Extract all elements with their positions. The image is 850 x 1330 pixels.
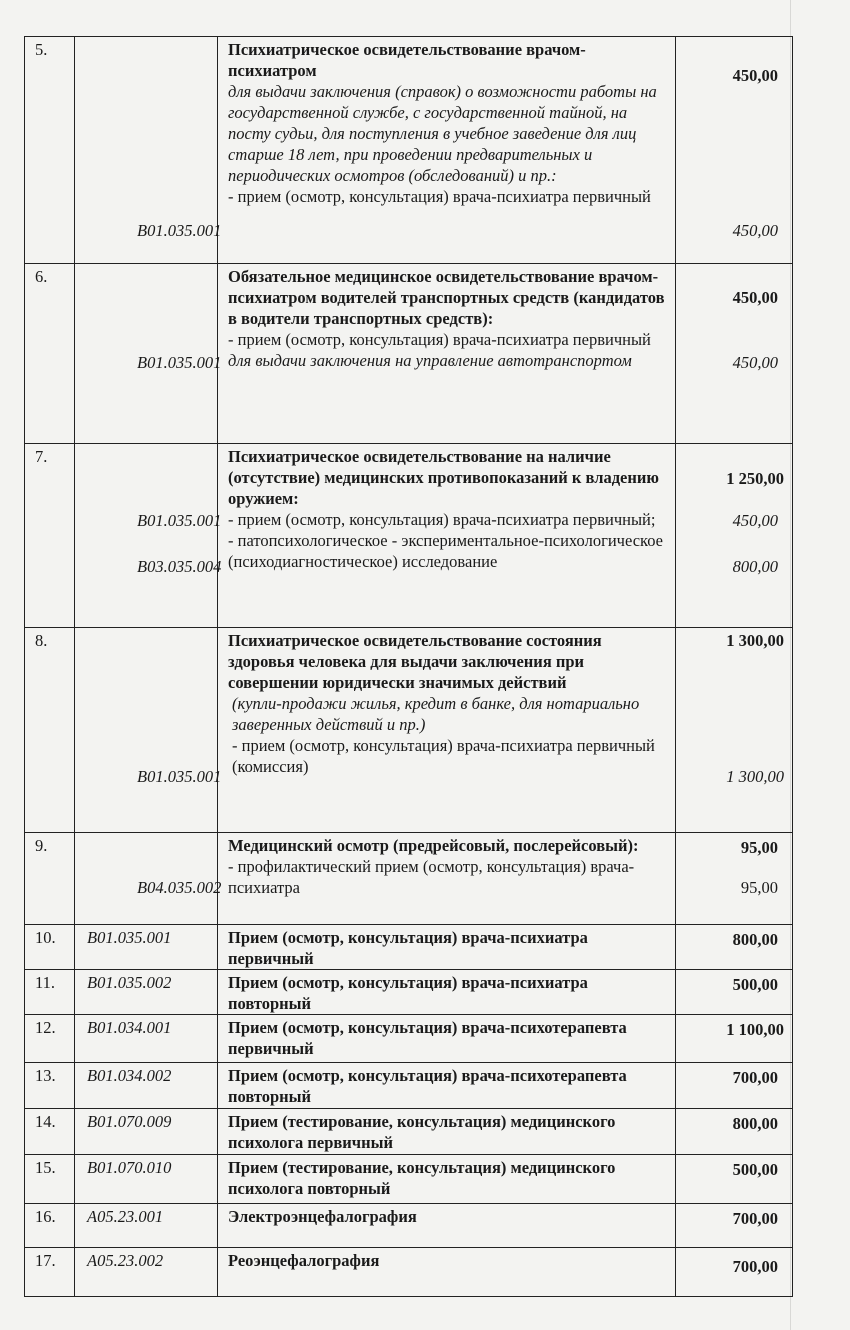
table-row bbox=[25, 264, 793, 444]
table-row bbox=[25, 628, 793, 833]
row-number: 12. bbox=[25, 1015, 75, 1063]
total-price: 1 250,00 bbox=[726, 469, 784, 488]
service-description bbox=[218, 444, 676, 628]
service-item: - прием (осмотр, консультация) врача-психиатра первичный; bbox=[228, 510, 656, 529]
service-code: B01.035.001 bbox=[87, 928, 172, 947]
service-note: (купли-продажи жилья, кредит в банке, для нотариально заверенных действий и пр.) bbox=[232, 694, 640, 734]
service-title: Обязательное медицинское освидетельствование врачом-психиатром водителей транспортных средств (кандидатов в водители транспортных средств): bbox=[228, 267, 665, 328]
sub-price: 800,00 bbox=[732, 557, 778, 576]
total-price: 800,00 bbox=[732, 930, 778, 949]
sub-price: 95,00 bbox=[740, 878, 778, 897]
row-number: 5. bbox=[25, 37, 75, 264]
price-cell bbox=[676, 264, 793, 444]
service-code-cell bbox=[75, 833, 222, 925]
service-title: Психиатрическое освидетельствование врачом-психиатром bbox=[228, 40, 586, 80]
total-price: 450,00 bbox=[732, 288, 778, 307]
total-price: 1 300,00 bbox=[726, 631, 784, 650]
row-number: 6. bbox=[25, 264, 75, 444]
total-price: 1 100,00 bbox=[726, 1020, 784, 1039]
service-title: Прием (осмотр, консультация) врача-психиатра повторный bbox=[228, 973, 588, 1013]
service-code: B01.035.001 bbox=[137, 353, 222, 372]
service-title: Медицинский осмотр (предрейсовый, послерейсовый): bbox=[228, 836, 639, 855]
table-row bbox=[25, 37, 793, 264]
service-description bbox=[218, 833, 676, 925]
service-code-cell bbox=[75, 444, 222, 628]
table-row bbox=[25, 925, 793, 970]
sub-price: 450,00 bbox=[732, 353, 778, 372]
service-description bbox=[218, 264, 676, 444]
table-row bbox=[25, 444, 793, 628]
service-code: B01.035.001 bbox=[137, 221, 222, 240]
row-number: 7. bbox=[25, 444, 75, 628]
total-price: 700,00 bbox=[732, 1209, 778, 1228]
service-code: B03.035.004 bbox=[137, 557, 222, 576]
service-code: B01.070.009 bbox=[87, 1112, 172, 1131]
total-price: 700,00 bbox=[732, 1068, 778, 1087]
sub-price: 1 300,00 bbox=[726, 767, 784, 786]
service-title: Прием (осмотр, консультация) врача-психотерапевта первичный bbox=[228, 1018, 627, 1058]
service-code: B01.035.001 bbox=[137, 511, 222, 530]
table-row bbox=[25, 833, 793, 925]
price-cell bbox=[676, 444, 793, 628]
sub-price: 450,00 bbox=[732, 221, 778, 240]
service-title: Прием (осмотр, консультация) врача-психиатра первичный bbox=[228, 928, 588, 968]
service-title: Психиатрическое освидетельствование состояния здоровья человека для выдачи заключения при совершении юридически значимых действий bbox=[228, 631, 602, 692]
price-cell bbox=[676, 37, 793, 264]
price-cell bbox=[676, 628, 793, 833]
row-number: 15. bbox=[25, 1155, 75, 1204]
total-price: 500,00 bbox=[732, 975, 778, 994]
service-item: - прием (осмотр, консультация) врача-психиатра первичный bbox=[228, 187, 651, 206]
sub-price: 450,00 bbox=[732, 511, 778, 530]
row-number: 10. bbox=[25, 925, 75, 970]
service-code: B01.034.002 bbox=[87, 1066, 172, 1085]
table-row bbox=[25, 1109, 793, 1155]
service-title: Прием (тестирование, консультация) медицинского психолога первичный bbox=[228, 1112, 616, 1152]
total-price: 700,00 bbox=[732, 1257, 778, 1276]
service-code: B01.070.010 bbox=[87, 1158, 172, 1177]
service-code-cell bbox=[75, 37, 222, 264]
service-description bbox=[218, 37, 676, 264]
row-number: 17. bbox=[25, 1248, 75, 1297]
total-price: 450,00 bbox=[732, 66, 778, 85]
service-item: - прием (осмотр, консультация) врача-психиатра первичный bbox=[228, 330, 651, 349]
table-row bbox=[25, 1204, 793, 1248]
table-row bbox=[25, 1063, 793, 1109]
service-item: - прием (осмотр, консультация) врача-психиатра первичный (комиссия) bbox=[232, 736, 655, 776]
service-title: Реоэнцефалография bbox=[228, 1251, 380, 1270]
service-code: B01.035.001 bbox=[137, 767, 222, 786]
service-code-cell bbox=[75, 264, 222, 444]
table-row bbox=[25, 1248, 793, 1297]
total-price: 500,00 bbox=[732, 1160, 778, 1179]
total-price: 800,00 bbox=[732, 1114, 778, 1133]
service-item-note: для выдачи заключения на управление автотранспортом bbox=[228, 351, 632, 370]
table-row bbox=[25, 1015, 793, 1063]
service-code: B01.035.002 bbox=[87, 973, 172, 992]
row-number: 14. bbox=[25, 1109, 75, 1155]
table-row bbox=[25, 970, 793, 1015]
row-number: 16. bbox=[25, 1204, 75, 1248]
price-cell bbox=[676, 833, 793, 925]
service-title: Прием (осмотр, консультация) врача-психотерапевта повторный bbox=[228, 1066, 627, 1106]
service-title: Прием (тестирование, консультация) медицинского психолога повторный bbox=[228, 1158, 616, 1198]
service-title: Психиатрическое освидетельствование на наличие (отсутствие) медицинских противопоказаний к владению оружием: bbox=[228, 447, 660, 508]
row-number: 8. bbox=[25, 628, 75, 833]
row-number: 13. bbox=[25, 1063, 75, 1109]
service-code: B01.034.001 bbox=[87, 1018, 172, 1037]
service-description bbox=[218, 628, 676, 833]
service-item: - патопсихологическое - экспериментальное-психологическое (психодиагностическое) исследование bbox=[228, 531, 663, 571]
service-item: - профилактический прием (осмотр, консультация) врача-психиатра bbox=[228, 857, 635, 897]
service-code: B04.035.002 bbox=[137, 878, 222, 897]
service-code-cell bbox=[75, 628, 222, 833]
row-number: 11. bbox=[25, 970, 75, 1015]
price-table bbox=[24, 36, 793, 1297]
service-title: Электроэнцефалография bbox=[228, 1207, 417, 1226]
table-row bbox=[25, 1155, 793, 1204]
service-code: A05.23.002 bbox=[87, 1251, 164, 1270]
service-note: для выдачи заключения (справок) о возможности работы на государственной службе, с государственной тайной, на посту судьи, для поступления в учебное заведение для лиц старше 18 лет, при проведении предварительных и периодических осмотров (обследований) и пр.: bbox=[228, 82, 657, 185]
row-number: 9. bbox=[25, 833, 75, 925]
service-code: A05.23.001 bbox=[87, 1207, 164, 1226]
total-price: 95,00 bbox=[740, 838, 778, 857]
